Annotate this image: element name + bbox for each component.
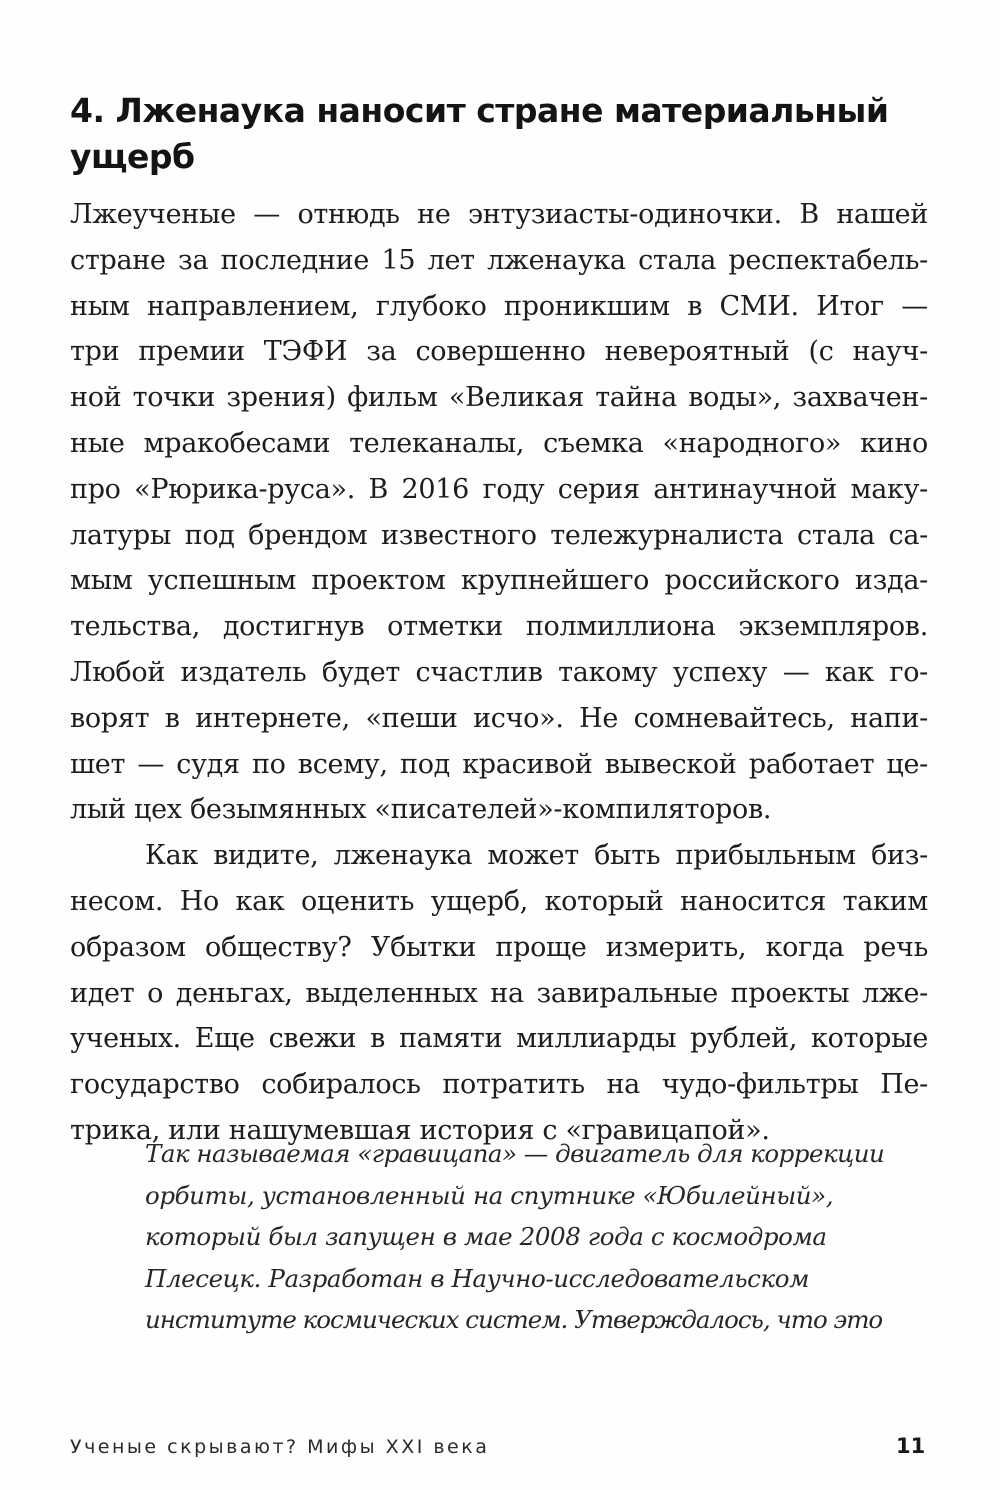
text-line: стране за последние 15 лет лженаука стала респектабель- [70, 244, 928, 276]
text-line: трика, или нашумевшая история с «гравицапой». [70, 1114, 770, 1146]
text-line: шет — судя по всему, под красивой вывеской работает це- [70, 748, 928, 780]
italic-note [145, 1133, 885, 1341]
text-line: ученых. Еще свежи в памяти миллиарды рублей, которые [70, 1023, 928, 1055]
text-line: образом обществу? Убытки проще измерить, когда речь [70, 931, 928, 963]
note-line: орбиты, установленный на спутнике «Юбилейный», [145, 1180, 834, 1210]
text-line: ной точки зрения) фильм «Великая тайна воды», захвачен- [70, 382, 928, 414]
text-line: ные мракобесами телеканалы, съемка «народного» кино [70, 427, 928, 459]
text-line: латуры под брендом известного тележурналиста стала са- [70, 519, 928, 551]
text-line: государство собиралось потратить на чудо-фильтры Пе- [70, 1069, 928, 1101]
text-line: мым успешным проектом крупнейшего российского изда- [70, 565, 928, 597]
note-line: институте космических систем. Утверждалось, что это [145, 1305, 883, 1334]
running-footer-title: Ученые скрывают? Мифы XXI века [70, 1436, 490, 1458]
page-number: 11 [896, 1434, 926, 1458]
text-line: Как видите, лженаука может быть прибыльным биз- [145, 840, 928, 872]
text-line: Лжеученые — отнюдь не энтузиасты-одиночки. В нашей [70, 199, 928, 230]
paragraph-2 [70, 833, 928, 1154]
note-line: Плесецк. Разработан в Научно-исследовательском [145, 1263, 809, 1293]
text-line: тельства, достигнув отметки полмиллиона экземпляров. [70, 611, 928, 643]
section-heading [70, 88, 930, 180]
text-line: несом. Но как оценить ущерб, который наносится таким [70, 885, 928, 917]
text-line: ворят в интернете, «пеши исчо». Не сомневайтесь, напи- [70, 702, 928, 734]
text-line: Любой издатель будет счастлив такому успеху — как го- [70, 656, 928, 688]
text-line: ным направлением, глубоко проникшим в СМИ. Итог — [70, 290, 928, 322]
text-line: про «Рюрика-руса». В 2016 году серия антинаучной маку- [70, 473, 928, 505]
note-line: который был запущен в мае 2008 года с космодрома [145, 1222, 827, 1251]
heading-line: 4. Лженаука наносит стране материальный [70, 91, 889, 130]
text-line: лый цех безымянных «писателей»-компиляторов. [70, 794, 772, 826]
heading-line: ущерб [70, 137, 195, 176]
text-line: три премии ТЭФИ за совершенно невероятный (с науч- [70, 336, 928, 368]
paragraph-1 [70, 192, 928, 833]
main-text [70, 192, 928, 1154]
text-line: идет о деньгах, выделенных на завиральные проекты лже- [70, 977, 928, 1009]
note-line: Так называемая «гравицапа» — двигатель для коррекции [145, 1139, 885, 1168]
